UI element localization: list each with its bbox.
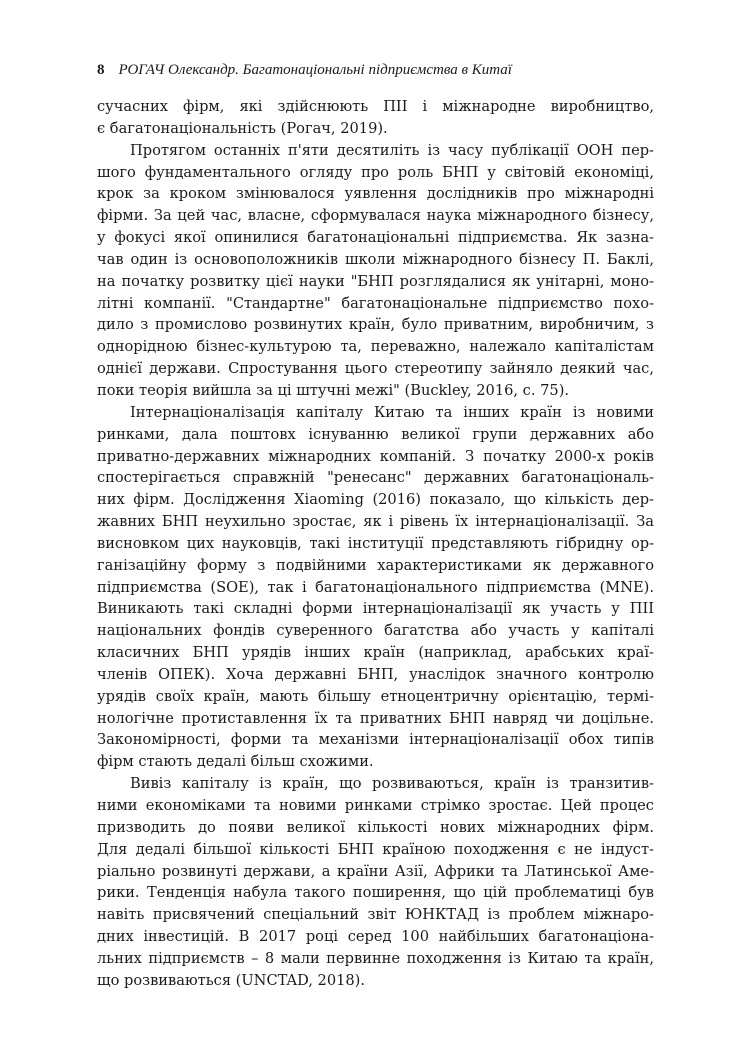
text-line: фірми. За цей час, власне, сформувалася наука міжнародного бізнесу, [97, 207, 654, 225]
text-line: приватно-державних міжнародних компаній. З початку 2000-х років [97, 447, 654, 465]
text-line: призводить до появи великої кількості нових міжнародних фірм. [97, 818, 654, 836]
text-line: ріально розвинуті держави, а країни Азії, Африки та Латинської Аме- [97, 862, 654, 880]
text-line: навіть присвячений спеціальний звіт ЮНКТАД із проблем міжнаро- [97, 906, 654, 924]
page-number: 8 [97, 62, 105, 78]
running-title: РОГАЧ Олександр. Багатонаціональні підприємства в Китаї [118, 62, 512, 78]
text-line: Вивіз капіталу із країн, що розвиваються, країн із транзитив- [130, 775, 654, 793]
text-line: шого фундаментального огляду про роль БНП у світовій економіці, [97, 163, 654, 181]
text-line: спостерігається справжній "ренесанс" державних багатонаціональ- [97, 469, 654, 487]
text-line: Для дедалі більшої кількості БНП країною походження є не індуст- [97, 840, 654, 858]
text-line: однієї держави. Спростування цього стереотипу зайняло деякий час, [97, 360, 654, 378]
text-line: ринками, дала поштовх існуванню великої групи державних або [97, 425, 654, 443]
text-line: Закономірності, форми та механізми інтернаціоналізації обох типів [97, 731, 654, 749]
text-line: нологічне протиставлення їх та приватних БНП навряд чи доцільне. [97, 709, 654, 727]
text-line: висновком цих науковців, такі інституції представляють гібридну ор- [97, 534, 654, 552]
text-line: членів ОПЕК). Хоча державні БНП, унаслідок значного контролю [97, 665, 654, 683]
paragraph-4 [97, 773, 654, 991]
running-header [97, 62, 657, 79]
paragraph-2 [97, 140, 654, 402]
text-line: дних інвестицій. В 2017 році серед 100 найбільших багатонаціона- [97, 928, 654, 946]
text-line: Виникають такі складні форми інтернаціоналізації як участь у ПІІ [97, 600, 654, 618]
text-line: них фірм. Дослідження Xiaoming (2016) показало, що кількість дер- [97, 491, 654, 509]
text-line: дило з промислово розвинутих країн, було приватним, виробничим, з [97, 316, 654, 334]
text-line: на початку розвитку цієї науки "БНП розглядалися як унітарні, моно- [97, 272, 654, 290]
text-line: підприємства (SOE), так і багатонаціонального підприємства (MNE). [97, 578, 654, 596]
text-line: Інтернаціоналізація капіталу Китаю та інших країн із новими [130, 403, 654, 421]
text-line: класичних БНП урядів інших країн (наприклад, арабських краї- [97, 644, 654, 662]
text-line: Протягом останніх п'яти десятиліть із часу публікації ООН пер- [130, 141, 654, 159]
paragraph-1 [97, 96, 654, 140]
text-line: поки теорія вийшла за ці штучні межі" (Buckley, 2016, с. 75). [97, 381, 570, 399]
text-line: національних фондів суверенного багатства або участь у капіталі [97, 622, 654, 640]
text-line: крок за кроком змінювалося уявлення дослідників про міжнародні [97, 185, 654, 203]
text-line: сучасних фірм, які здійснюють ПІІ і міжнародне виробництво, [97, 98, 654, 115]
text-line: є багатонаціональність (Рогач, 2019). [97, 119, 388, 137]
text-line: льних підприємств – 8 мали первинне походження із Китаю та країн, [97, 949, 654, 967]
text-line: однорідною бізнес-культурою та, переважно, належало капіталістам [97, 338, 654, 356]
text-line: що розвиваються (UNCTAD, 2018). [97, 971, 366, 989]
text-line: ними економіками та новими ринками стрімко зростає. Цей процес [97, 797, 654, 814]
text-line: літні компанії. "Стандартне" багатонаціональне підприємство похо- [97, 294, 654, 312]
text-line: жавних БНП неухильно зростає, як і рівень їх інтернаціоналізації. За [97, 513, 654, 531]
body-text [97, 96, 654, 992]
paragraph-3 [97, 402, 654, 773]
text-line: чав один із основоположників школи міжнародного бізнесу П. Баклі, [97, 250, 654, 268]
text-line: фірм стають дедалі більш схожими. [97, 753, 374, 771]
text-line: ганізаційну форму з подвійними характеристиками як державного [97, 556, 654, 574]
text-line: урядів своїх країн, мають більшу етноцентричну орієнтацію, термі- [97, 687, 654, 705]
text-line: рики. Тенденція набула такого поширення, що цій проблематиці був [97, 884, 654, 902]
text-line: у фокусі якої опинилися багатонаціональні підприємства. Як зазна- [97, 229, 654, 247]
